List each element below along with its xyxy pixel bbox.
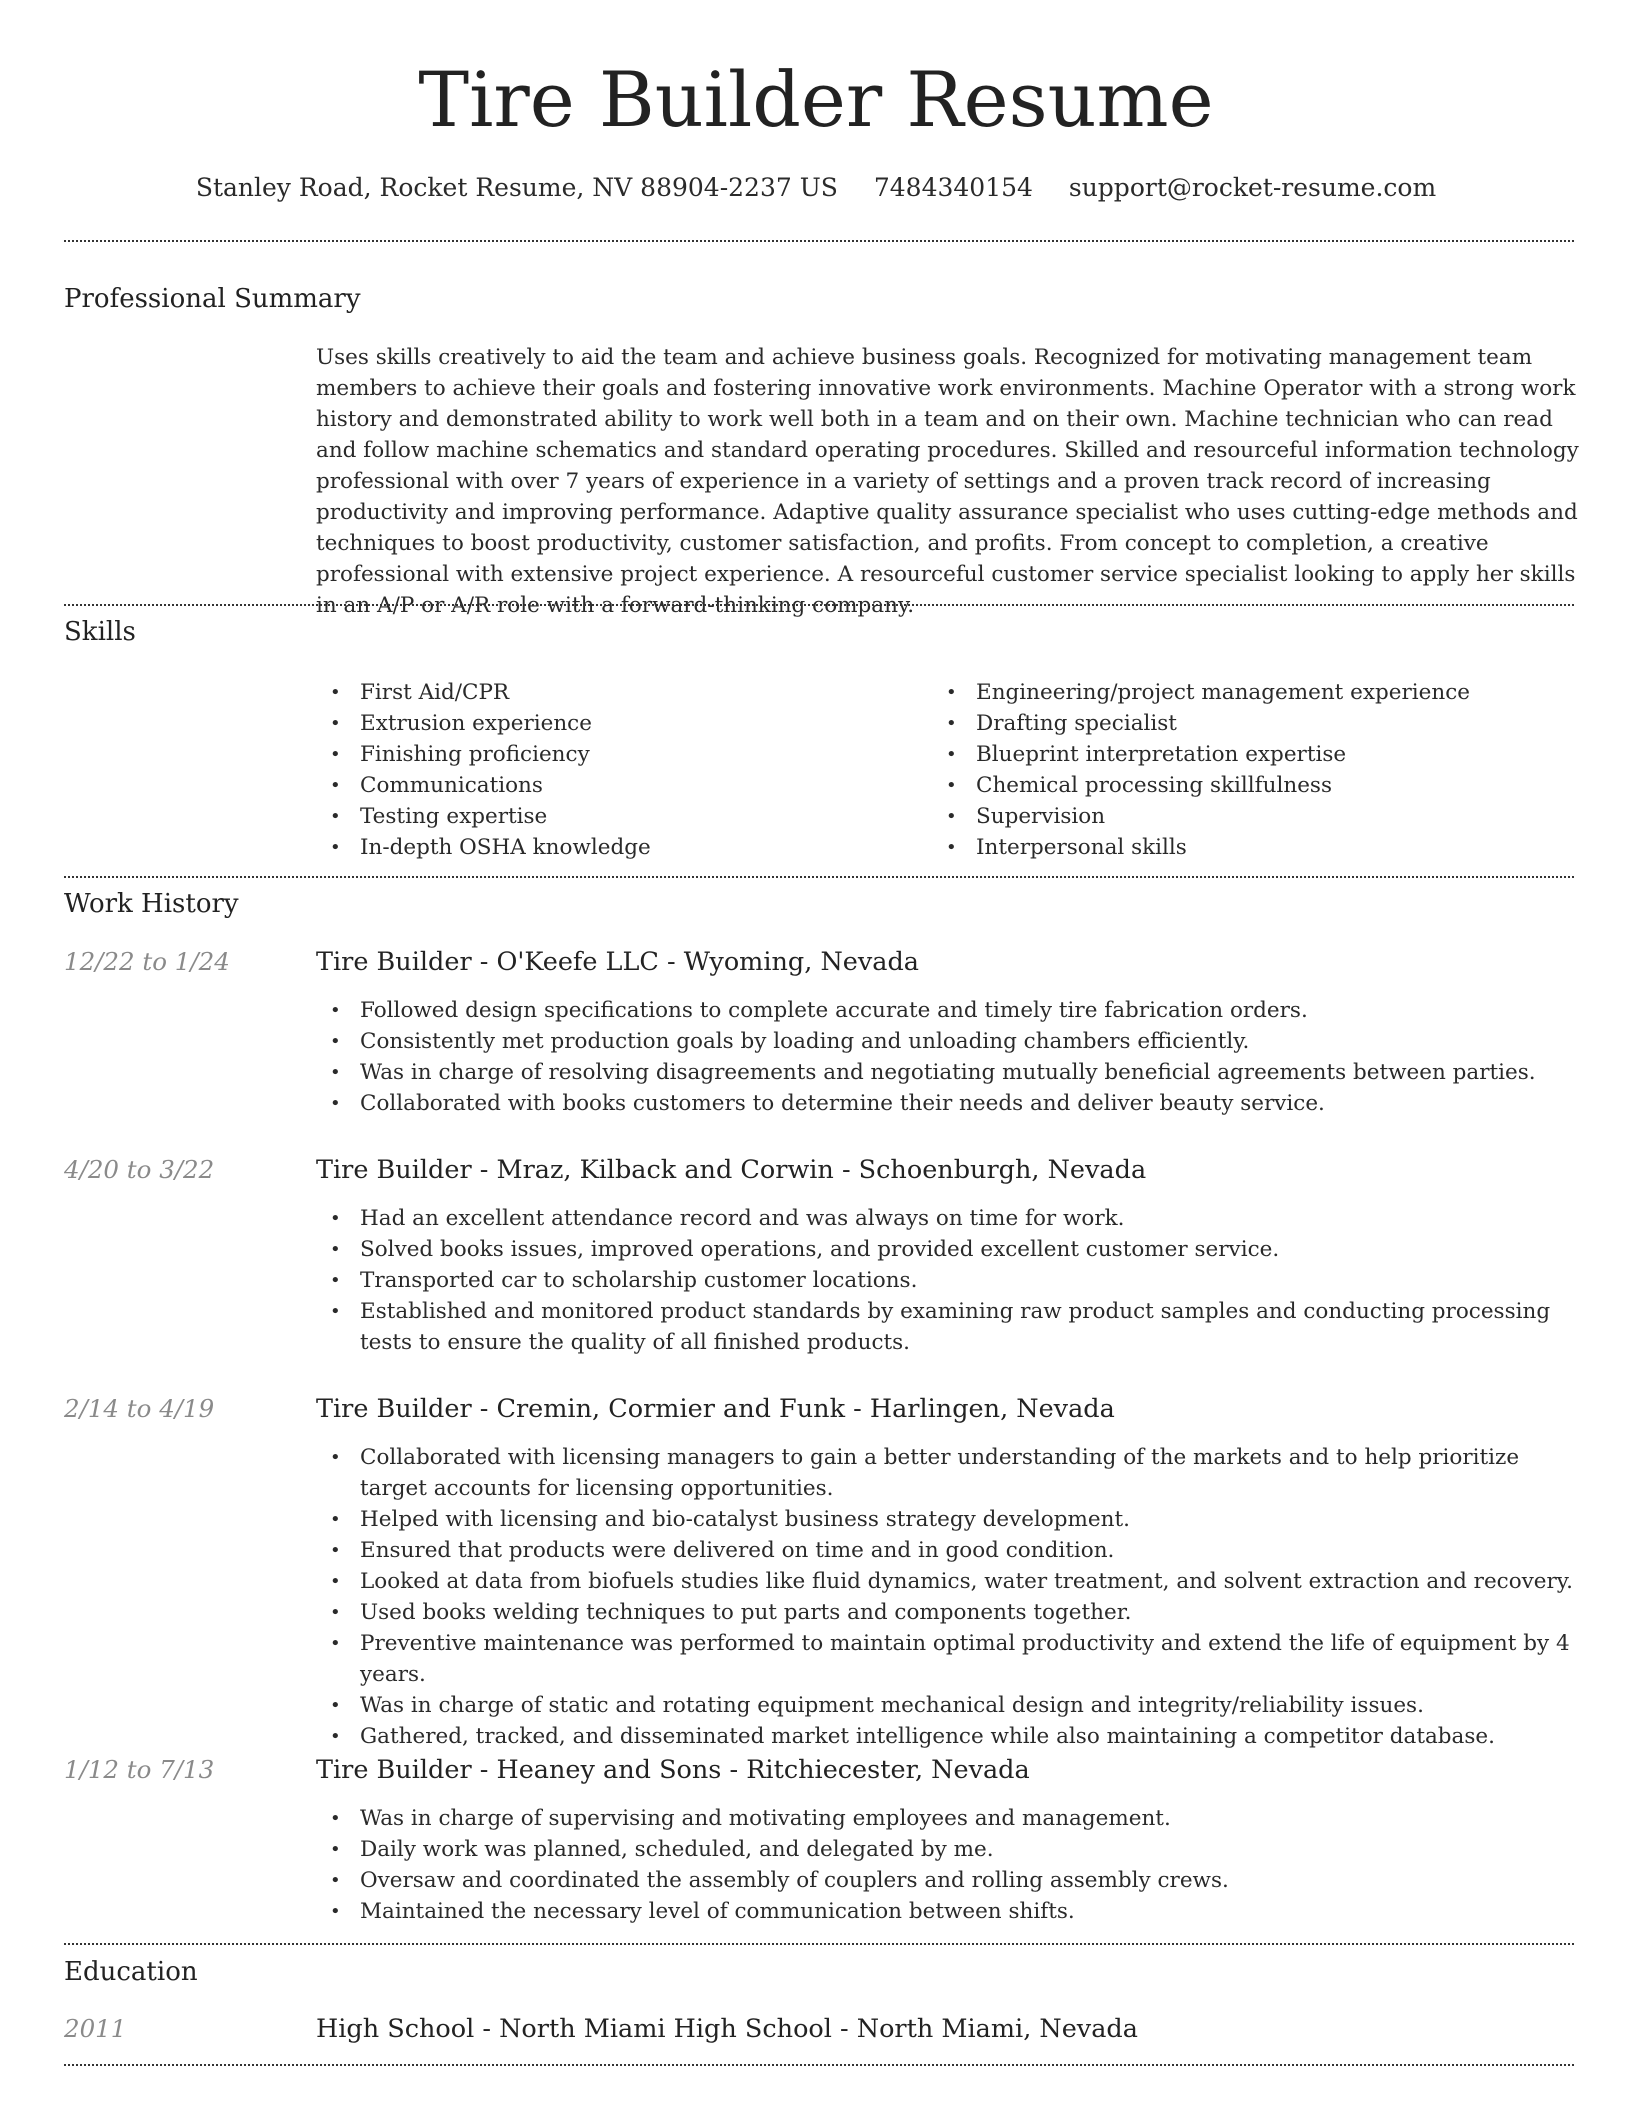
section-title-work: Work History: [64, 889, 239, 919]
section-title-summary: Professional Summary: [64, 284, 361, 314]
skills-list-left: [316, 677, 936, 863]
divider: [64, 1943, 1574, 1945]
list-item: • Blueprint interpretation expertise: [932, 739, 1552, 770]
list-item: • Preventive maintenance was performed to maintain optimal productivity and extend the life of equipment by 4 years.: [316, 1628, 1580, 1690]
list-item: • Was in charge of static and rotating equipment mechanical design and integrity/reliability issues.: [316, 1690, 1580, 1721]
contact-phone: 7484340154: [873, 173, 1033, 202]
job-bullets: [316, 1203, 1580, 1358]
list-item: • Was in charge of supervising and motivating employees and management.: [316, 1803, 1580, 1834]
list-item: • Was in charge of resolving disagreements and negotiating mutually beneficial agreements between parties.: [316, 1057, 1580, 1088]
list-item: • Daily work was planned, scheduled, and delegated by me.: [316, 1834, 1580, 1865]
list-item: • Helped with licensing and bio-catalyst business strategy development.: [316, 1504, 1580, 1535]
list-item: • Followed design specifications to complete accurate and timely tire fabrication orders.: [316, 995, 1580, 1026]
job-heading: Tire Builder - Mraz, Kilback and Corwin - Schoenburgh, Nevada: [316, 1155, 1147, 1185]
section-title-skills: Skills: [64, 617, 136, 647]
contact-address: Stanley Road, Rocket Resume, NV 88904-2237 US: [195, 173, 838, 202]
list-item: • Drafting specialist: [932, 708, 1552, 739]
divider: [64, 876, 1574, 878]
list-item: • Extrusion experience: [316, 708, 936, 739]
list-item: • Testing expertise: [316, 801, 936, 832]
contact-email[interactable]: support@rocket-resume.com: [1068, 173, 1437, 202]
list-item: • Had an excellent attendance record and was always on time for work.: [316, 1203, 1580, 1234]
section-title-education: Education: [64, 1957, 198, 1987]
divider: [64, 2064, 1574, 2066]
list-item: • Interpersonal skills: [932, 832, 1552, 863]
list-item: • Engineering/project management experience: [932, 677, 1552, 708]
list-item: • Collaborated with licensing managers to gain a better understanding of the markets and to help prioritize target accounts for licensing opportunities.: [316, 1442, 1580, 1504]
job-bullets: [316, 1442, 1580, 1752]
list-item: • Communications: [316, 770, 936, 801]
skills-list-right: [932, 677, 1552, 863]
list-item: • Ensured that products were delivered on time and in good condition.: [316, 1535, 1580, 1566]
contact-line: [0, 170, 1632, 206]
divider: [64, 604, 1574, 606]
list-item: • Chemical processing skillfulness: [932, 770, 1552, 801]
list-item: • Used books welding techniques to put parts and components together.: [316, 1597, 1580, 1628]
job-date: 12/22 to 1/24: [64, 947, 230, 976]
job-date: 4/20 to 3/22: [64, 1155, 215, 1184]
job-heading: Tire Builder - Cremin, Cormier and Funk - Harlingen, Nevada: [316, 1394, 1115, 1424]
divider: [64, 240, 1574, 242]
list-item: • Supervision: [932, 801, 1552, 832]
list-item: • Solved books issues, improved operations, and provided excellent customer service.: [316, 1234, 1580, 1265]
list-item: • Oversaw and coordinated the assembly of couplers and rolling assembly crews.: [316, 1865, 1580, 1896]
list-item: • Consistently met production goals by loading and unloading chambers efficiently.: [316, 1026, 1580, 1057]
job-bullets: [316, 995, 1580, 1119]
education-heading: High School - North Miami High School - North Miami, Nevada: [316, 2014, 1138, 2044]
list-item: • Transported car to scholarship customer locations.: [316, 1265, 1580, 1296]
list-item: • Looked at data from biofuels studies like fluid dynamics, water treatment, and solvent extraction and recovery.: [316, 1566, 1580, 1597]
list-item: • Established and monitored product standards by examining raw product samples and conducting processing tests to ensure the quality of all finished products.: [316, 1296, 1580, 1358]
job-date: 2/14 to 4/19: [64, 1394, 215, 1423]
list-item: • First Aid/CPR: [316, 677, 936, 708]
job-date: 1/12 to 7/13: [64, 1755, 215, 1784]
list-item: • In-depth OSHA knowledge: [316, 832, 936, 863]
job-heading: Tire Builder - O'Keefe LLC - Wyoming, Nevada: [316, 947, 919, 977]
list-item: • Finishing proficiency: [316, 739, 936, 770]
resume-title: Tire Builder Resume: [418, 55, 1214, 144]
list-item: • Maintained the necessary level of communication between shifts.: [316, 1896, 1580, 1927]
job-bullets: [316, 1803, 1580, 1927]
education-date: 2011: [64, 2014, 127, 2043]
job-heading: Tire Builder - Heaney and Sons - Ritchiecester, Nevada: [316, 1755, 1030, 1785]
summary-text: Uses skills creatively to aid the team and achieve business goals. Recognized for motivating management team members to achieve their goals and fostering innovative work environments. Machine Operator with a strong work history and demonstrated ability to work well both in a team and on their own. Machine technician who can read and follow machine schematics and standard operating procedures. Skilled and resourceful information technology professional with over 7 years of experience in a variety of settings and a proven track record of increasing productivity and improving performance. Adaptive quality assurance specialist who uses cutting-edge methods and techniques to boost productivity, customer satisfaction, and profits. From concept to completion, a creative professional with extensive project experience. A resourceful customer service specialist looking to apply her skills in an A/P or A/R role with a forward-thinking company.: [316, 345, 1579, 618]
list-item: • Collaborated with books customers to determine their needs and deliver beauty service.: [316, 1088, 1580, 1119]
list-item: • Gathered, tracked, and disseminated market intelligence while also maintaining a competitor database.: [316, 1721, 1580, 1752]
